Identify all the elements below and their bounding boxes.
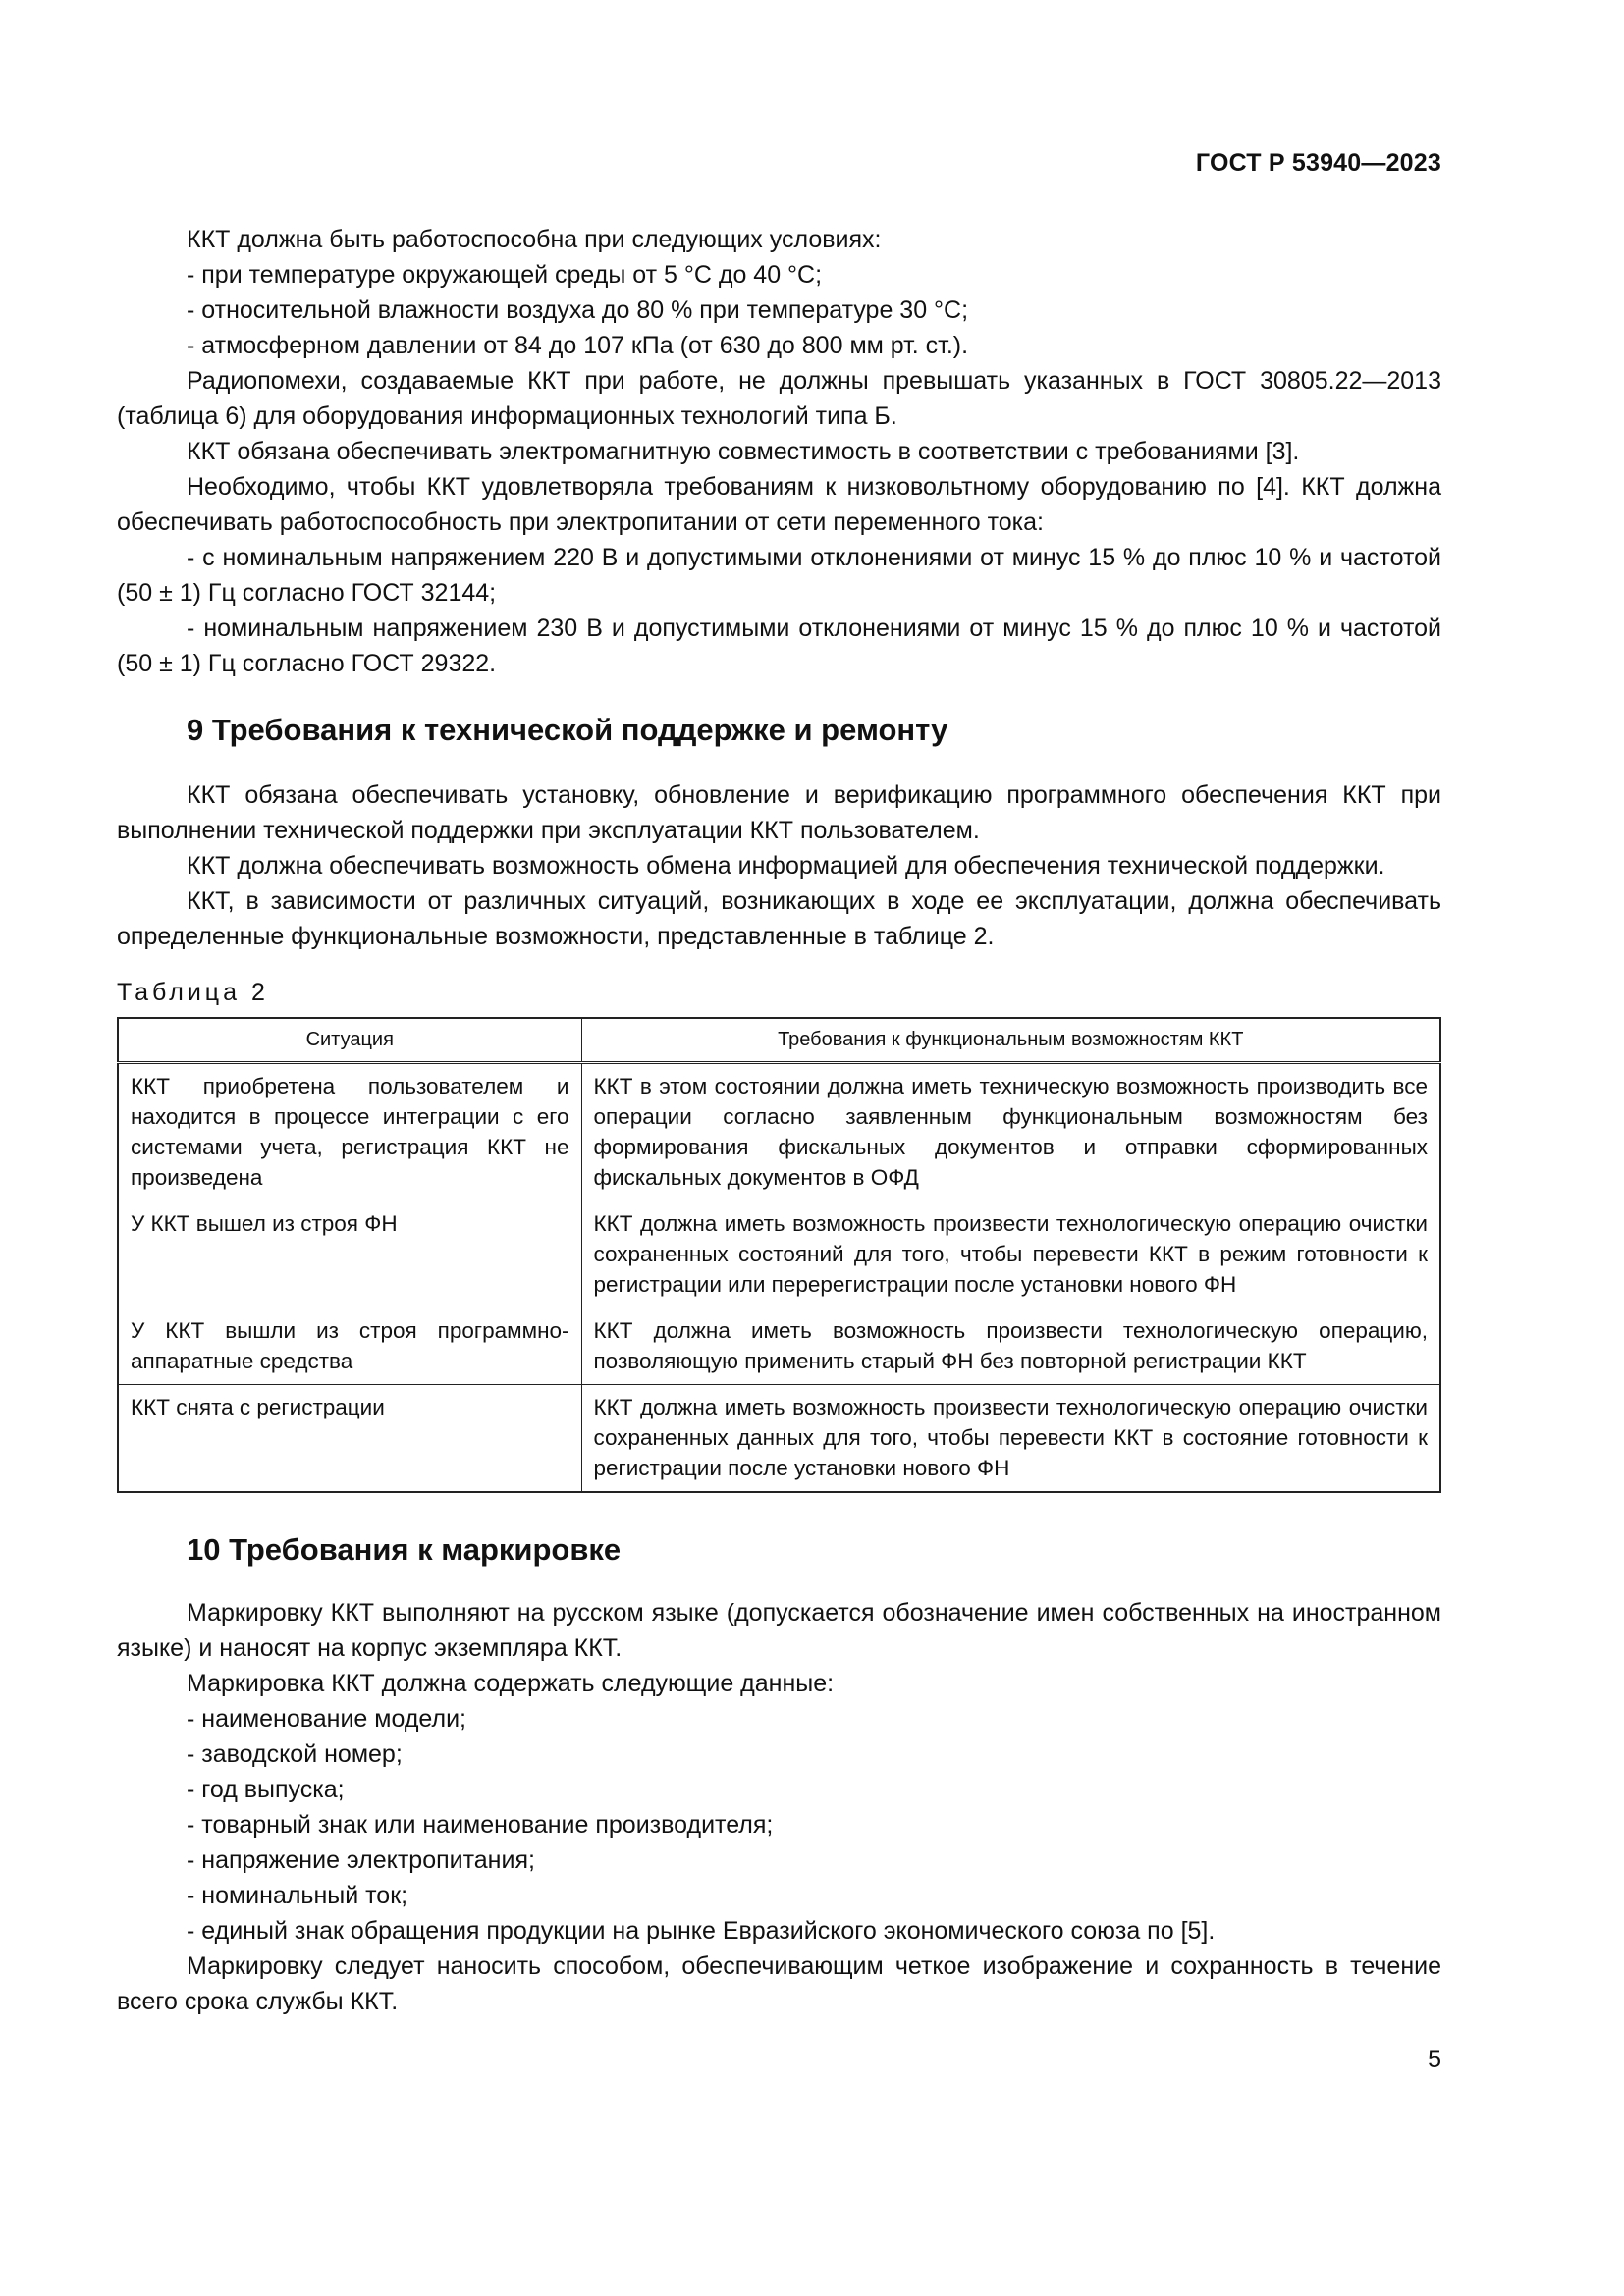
situation-cell: ККТ приобретена пользователем и находится в процессе интеграции с его системами учета, регистрация ККТ не произведена (118, 1063, 581, 1201)
marking-item: - товарный знак или наименование производителя; (187, 1811, 774, 1839)
page-body (117, 222, 1441, 2019)
marking-item: - номинальный ток; (187, 1882, 408, 1909)
marking-item: - заводской номер; (187, 1740, 403, 1768)
table-caption: Таблица 2 (117, 979, 269, 1006)
marking-item: - единый знак обращения продукции на рынке Евразийского экономического союза по [5]. (187, 1917, 1216, 1945)
marking-item: - наименование модели; (187, 1705, 466, 1733)
situation-cell: У ККТ вышли из строя программно-аппаратные средства (118, 1308, 581, 1385)
radio-interference-paragraph: Радиопомехи, создаваемые ККТ при работе, не должны превышать указанных в ГОСТ 30805.22—2013 (таблица 6) для оборудования информационных технологий типа Б. (117, 367, 1441, 430)
section-9-paragraph: ККТ обязана обеспечивать установку, обновление и верификацию программного обеспечения ККТ при выполнении технической поддержки при эксплуатации ККТ пользователем. (117, 781, 1441, 844)
requirement-cell: ККТ должна иметь возможность произвести технологическую операцию, позволяющую применить старый ФН без повторной регистрации ККТ (581, 1308, 1440, 1385)
condition-item: - атмосферном давлении от 84 до 107 кПа (от 630 до 800 мм рт. ст.). (187, 332, 969, 359)
condition-item: - при температуре окружающей среды от 5 °С до 40 °С; (187, 261, 823, 289)
marking-language-paragraph: Маркировку ККТ выполняют на русском языке (допускается обозначение имен собственных на иностранном языке) и наносят на корпус экземпляра ККТ. (117, 1599, 1441, 1662)
situation-cell: У ККТ вышел из строя ФН (118, 1201, 581, 1308)
conditions-lead: ККТ должна быть работоспособна при следующих условиях: (187, 226, 882, 253)
requirement-cell: ККТ должна иметь возможность произвести технологическую операцию очистки сохраненных данных для того, чтобы перевести ККТ в состояние готовности к регистрации после установки нового ФН (581, 1385, 1440, 1493)
section-10-heading: 10 Требования к маркировке (187, 1532, 622, 1567)
marking-contents-lead: Маркировка ККТ должна содержать следующие данные: (187, 1670, 835, 1697)
header-situation: Ситуация (118, 1018, 581, 1063)
header-requirements: Требования к функциональным возможностям ККТ (581, 1018, 1440, 1063)
section-9-paragraph: ККТ должна обеспечивать возможность обмена информацией для обеспечения технической поддержки. (187, 852, 1385, 880)
section-9-heading: 9 Требования к технической поддержке и ремонту (187, 713, 948, 747)
table-row (118, 1308, 1440, 1385)
low-voltage-paragraph: Необходимо, чтобы ККТ удовлетворяла требованиям к низковольтному оборудованию по [4]. ККТ должна обеспечивать работоспособность при электропитании от сети переменного тока: (117, 473, 1441, 536)
table-row (118, 1201, 1440, 1308)
document-designation: ГОСТ Р 53940—2023 (1195, 149, 1441, 177)
marking-method-paragraph: Маркировку следует наносить способом, обеспечивающим четкое изображение и сохранность в течение всего срока службы ККТ. (117, 1952, 1441, 2015)
section-9-paragraph: ККТ, в зависимости от различных ситуаций, возникающих в ходе ее эксплуатации, должна обеспечивать определенные функциональные возможности, представленные в таблице 2. (117, 887, 1441, 950)
marking-item: - год выпуска; (187, 1776, 345, 1803)
table-header-row (118, 1018, 1440, 1063)
situation-cell: ККТ снята с регистрации (118, 1385, 581, 1493)
power-item: - номинальным напряжением 230 В и допустимыми отклонениями от минус 15 % до плюс 10 % и частотой (50 ± 1) Гц согласно ГОСТ 29322. (117, 614, 1441, 677)
table-row (118, 1063, 1440, 1201)
power-item: - с номинальным напряжением 220 В и допустимыми отклонениями от минус 15 % до плюс 10 % и частотой (50 ± 1) Гц согласно ГОСТ 32144; (117, 544, 1441, 607)
requirement-cell: ККТ в этом состоянии должна иметь техническую возможность производить все операции согласно заявленным функциональным возможностям без формирования фискальных документов и отправки сформированных фискальных документов в ОФД (581, 1063, 1440, 1201)
emc-paragraph: ККТ обязана обеспечивать электромагнитную совместимость в соответствии с требованиями [3]. (187, 438, 1300, 465)
marking-item: - напряжение электропитания; (187, 1846, 535, 1874)
table-row (118, 1385, 1440, 1493)
page-number: 5 (1428, 2046, 1441, 2073)
condition-item: - относительной влажности воздуха до 80 % при температуре 30 °С; (187, 296, 969, 324)
requirement-cell: ККТ должна иметь возможность произвести технологическую операцию очистки сохраненных состояний для того, чтобы перевести ККТ в режим готовности к регистрации или перерегистрации после установки нового ФН (581, 1201, 1440, 1308)
requirements-table (117, 1017, 1441, 1493)
